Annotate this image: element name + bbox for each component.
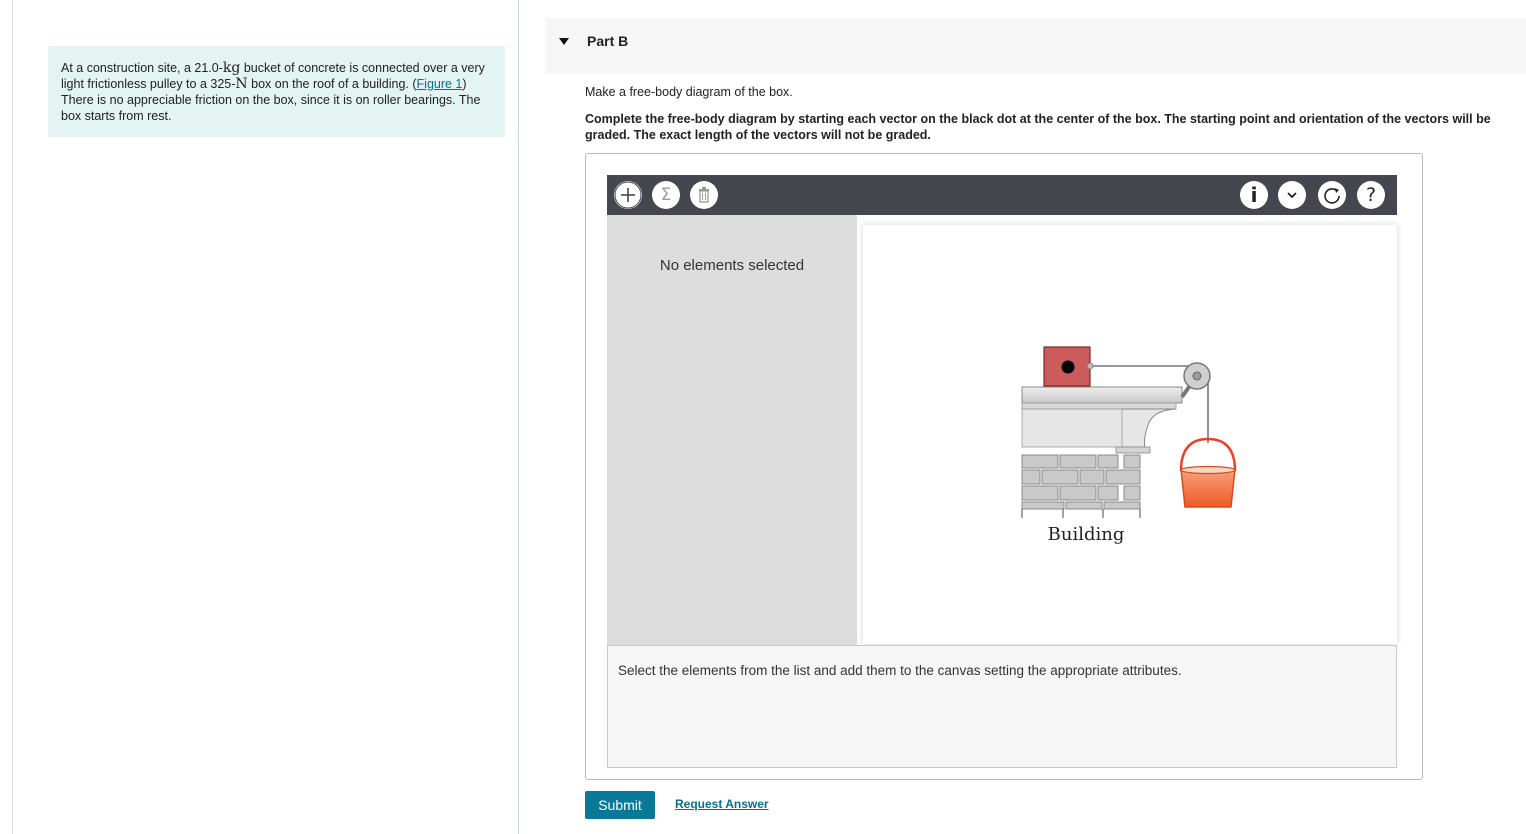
column-divider — [518, 0, 519, 834]
reset-button[interactable] — [1318, 181, 1346, 209]
problem-text: box on the roof of a building. ( — [247, 77, 417, 91]
cornice — [1121, 409, 1176, 447]
building-figure — [863, 225, 1397, 644]
hint-panel — [607, 645, 1397, 768]
instruction-text: Make a free-body diagram of the box. — [585, 85, 793, 99]
problem-text: At a construction site, a 21.0- — [61, 61, 223, 75]
fbd-toolbar — [607, 175, 1397, 215]
request-answer-link[interactable]: Request Answer — [675, 797, 769, 811]
box — [1044, 347, 1093, 386]
delete-button[interactable] — [690, 181, 718, 209]
sigma-icon: Σ — [660, 185, 672, 205]
bucket — [1181, 439, 1235, 507]
dropdown-button[interactable] — [1278, 181, 1306, 209]
submit-button[interactable]: Submit — [585, 791, 655, 819]
problem-text: ) There is no appreciable friction on the box, since it is on roller bearings. The box starts from rest. — [61, 77, 481, 123]
help-button[interactable] — [1357, 181, 1385, 209]
drawing-canvas[interactable] — [863, 225, 1397, 644]
problem-statement — [48, 46, 505, 137]
question-icon: ? — [1365, 184, 1377, 206]
part-header[interactable] — [545, 18, 1526, 74]
hint-message: Select the elements from the list and add them to the canvas setting the appropriate attributes. — [618, 663, 1182, 678]
figure-link[interactable]: Figure 1 — [416, 77, 463, 91]
collapse-caret-icon[interactable] — [559, 38, 569, 45]
pulley — [1182, 363, 1210, 397]
left-divider — [12, 0, 13, 834]
brick-wall — [1022, 455, 1140, 509]
element-properties-panel — [607, 215, 857, 645]
trash-icon — [690, 181, 718, 209]
roof-ledge — [1022, 387, 1182, 403]
unit-n: N — [235, 76, 248, 92]
plus-icon — [614, 181, 642, 209]
add-vector-button[interactable] — [614, 181, 642, 209]
chevron-down-icon — [1278, 181, 1306, 209]
unit-kg: kg — [222, 60, 241, 76]
part-title: Part B — [587, 33, 629, 49]
problem-text: bucket of concrete is connected over a very light frictionless pulley to a 325- — [61, 61, 485, 91]
reset-icon — [1318, 181, 1346, 209]
info-icon: i — [1250, 183, 1258, 207]
info-button[interactable] — [1240, 181, 1268, 209]
grading-instruction: Complete the free-body diagram by starting each vector on the black dot at the center of the box. The starting point and orientation of the vectors will be graded. The exact length of the vectors will not be graded. — [585, 112, 1491, 142]
sum-vectors-button[interactable] — [652, 181, 680, 209]
building-label: Building — [1047, 524, 1125, 545]
center-dot — [1062, 361, 1075, 374]
no-selection-message: No elements selected — [659, 257, 805, 274]
